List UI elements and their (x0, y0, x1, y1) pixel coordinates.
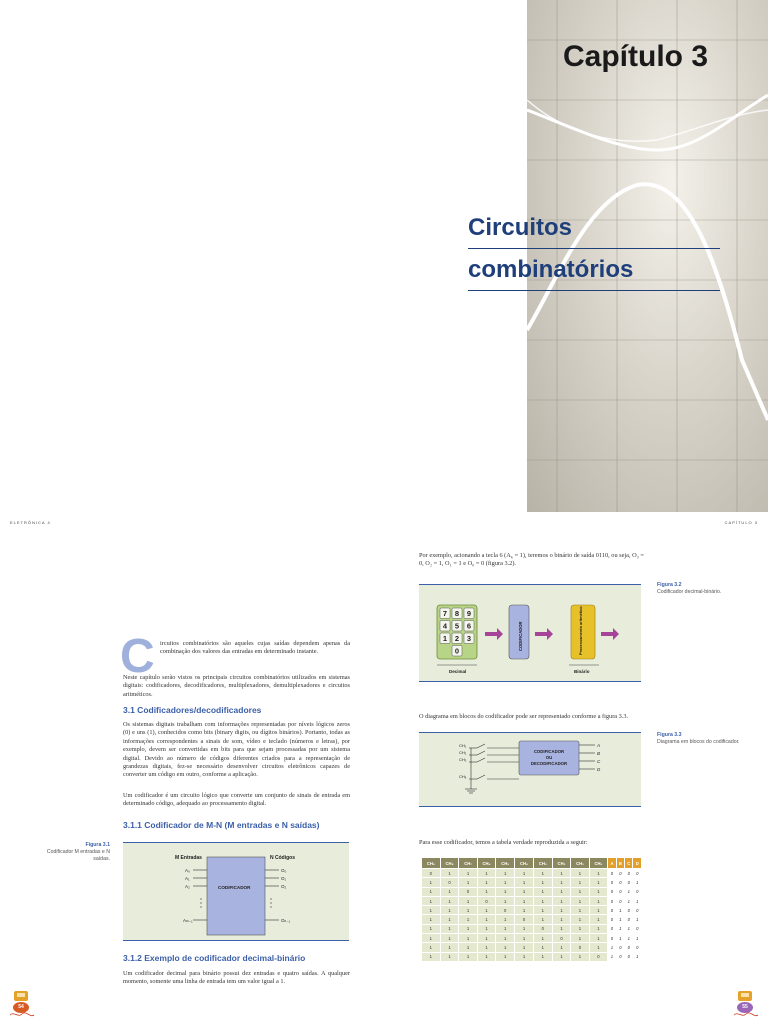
keypad-key-label: 3 (466, 634, 472, 643)
table-cell: 1 (440, 906, 459, 915)
drop-cap: C (120, 630, 155, 683)
table-row (422, 878, 642, 887)
keypad-key-label: 7 (442, 609, 448, 618)
section-3-1-1-heading: 3.1.1 Codificador de M-N (M entradas e N saídas) (123, 820, 320, 830)
table-cell: 0 (616, 896, 624, 905)
table-cell: 0 (625, 915, 633, 924)
keypad-key-label: 1 (442, 634, 448, 643)
truth-table-body (422, 869, 642, 962)
table-cell: 1 (422, 915, 441, 924)
table-cell: 1 (440, 934, 459, 943)
figure-3-2-caption-text: Codificador decimal-binário. (657, 589, 722, 595)
table-cell: 1 (496, 878, 515, 887)
table-cell: 1 (571, 934, 589, 943)
table-row (422, 943, 642, 952)
n-codes-header: N Códigos (270, 855, 295, 861)
table-cell: 0 (515, 915, 534, 924)
truth-table-header-cell: D (633, 858, 642, 869)
figure-3-2 (419, 584, 641, 682)
table-cell: 1 (477, 906, 496, 915)
table-cell: 1 (589, 878, 608, 887)
encoder-block (207, 857, 265, 935)
table-cell: 0 (625, 952, 633, 961)
table-cell: 1 (515, 934, 534, 943)
output-b: B (597, 751, 601, 756)
table-cell: 1 (625, 887, 633, 896)
page-number-right: 55 (737, 1002, 753, 1013)
table-cell: 1 (589, 906, 608, 915)
running-header-left: ELETRÔNICA 4 (10, 520, 51, 525)
page-number-badge-right (732, 989, 760, 1019)
table-cell: 1 (422, 924, 441, 933)
block-diagram-paragraph: O diagrama em blocos do codificador pode ser representado conforme a figura 3.3. (419, 713, 629, 720)
key-example-paragraph: Por exemplo, acionando a tecla 6 (A₆ = 1), teremos o binário de saída 0110, ou seja, O₃ = 0, O₂ = 1, O₁ = 1 e O₀ = 0 (figura 3.2). (419, 552, 644, 568)
table-cell: 0 (608, 869, 616, 878)
table-cell: 1 (440, 887, 459, 896)
keypad-key-label: 8 (454, 609, 460, 618)
table-cell: 0 (633, 869, 642, 878)
truth-table-header-cell: CH₈ (440, 858, 459, 869)
table-row (422, 915, 642, 924)
encoder-decoder-line1: CODIFICADOR (533, 749, 565, 754)
table-cell: 0 (616, 952, 624, 961)
table-cell: 0 (440, 878, 459, 887)
table-cell: 1 (552, 869, 571, 878)
table-cell: 1 (552, 915, 571, 924)
table-cell: 1 (589, 887, 608, 896)
section-3-1-2-paragraph: Um codificador decimal para binário possui dez entradas e quatro saídas. A qualquer momento, somente uma linha de entrada tem um valor igual a 1. (123, 970, 350, 986)
table-cell: 1 (515, 943, 534, 952)
table-cell: 0 (608, 887, 616, 896)
output-o1: O₁ (281, 876, 287, 881)
table-cell: 1 (633, 915, 642, 924)
table-cell: 1 (533, 887, 552, 896)
table-cell: 0 (496, 906, 515, 915)
truth-table-header-cell: CH₃ (533, 858, 552, 869)
input-ch1: CH₁ (459, 743, 467, 748)
truth-table-header-cell: CH₇ (459, 858, 477, 869)
page-number-badge-left (8, 989, 36, 1019)
truth-table-header-cell: CH₂ (552, 858, 571, 869)
table-cell: 1 (533, 952, 552, 961)
figure-3-1-label: Figura 3.1 (85, 842, 110, 848)
table-cell: 1 (533, 896, 552, 905)
table-cell: 1 (422, 906, 441, 915)
table-cell: 1 (477, 869, 496, 878)
table-cell: 1 (515, 896, 534, 905)
table-cell: 1 (459, 934, 477, 943)
table-cell: 1 (422, 896, 441, 905)
table-cell: 1 (477, 934, 496, 943)
table-cell: 1 (589, 896, 608, 905)
keypad-key-label: 4 (442, 621, 448, 631)
table-cell: 1 (533, 906, 552, 915)
table-cell: 1 (477, 878, 496, 887)
encoder-block-label: CODIFICADOR (218, 885, 251, 890)
truth-table-header-cell: CH₄ (515, 858, 534, 869)
table-cell: 0 (608, 896, 616, 905)
decimal-label: Decimal (449, 669, 467, 674)
table-cell: 0 (477, 896, 496, 905)
table-cell: 1 (477, 915, 496, 924)
table-cell: 1 (459, 869, 477, 878)
table-cell: 0 (533, 924, 552, 933)
table-cell: 1 (625, 896, 633, 905)
intro-paragraph-rest: Neste capítulo serão vistos os principais circuitos combinatórios utilizados em sistemas digitais: codificadores, decodificadores, multiplexadores, demultiplexadores e circuitos aritméticos. (123, 674, 350, 698)
table-cell: 0 (422, 869, 441, 878)
table-row (422, 906, 642, 915)
processing-block-label: Processamento aritmético (578, 606, 583, 655)
table-cell: 0 (633, 943, 642, 952)
table-cell: 1 (515, 906, 534, 915)
table-cell: 1 (422, 943, 441, 952)
truth-table-header-cell: C (625, 858, 633, 869)
truth-table (421, 857, 642, 962)
table-cell: 0 (608, 915, 616, 924)
chapter-title-line1: Circuitos (468, 214, 720, 249)
table-cell: 0 (633, 906, 642, 915)
table-cell: 1 (440, 869, 459, 878)
table-cell: 1 (571, 952, 589, 961)
table-cell: 0 (608, 924, 616, 933)
truth-table-header-cell: CH₅ (496, 858, 515, 869)
table-cell: 0 (616, 878, 624, 887)
table-cell: 1 (459, 943, 477, 952)
figure-3-1 (123, 842, 349, 941)
keypad-key-label: 9 (466, 609, 472, 618)
table-cell: 0 (459, 887, 477, 896)
table-cell: 0 (616, 869, 624, 878)
table-cell: 1 (552, 924, 571, 933)
table-row (422, 924, 642, 933)
table-cell: 1 (459, 915, 477, 924)
section-3-1-paragraph: Os sistemas digitais trabalham com informações representadas por níveis lógicos zeros (0) e uns (1), conhecidos como bits (binary digits, ou dígitos binários). Portanto, todas as informações correspondentes a sinais de som, vídeo e teclado (números e letras), por exemplo, devem ser convertidas em bits para que sejam processadas por um sistema digital. Devido ao número de códigos diferentes criados para a representação de grandezas digitais, fez-se necessário desenvolver circuitos eletrônicos capazes de converter um código em outro, conforme a aplicação. (123, 721, 350, 779)
figure-3-3 (419, 732, 641, 807)
keypad-key-label: 5 (454, 621, 460, 631)
table-cell: 1 (496, 915, 515, 924)
table-cell: 1 (533, 869, 552, 878)
table-cell: 1 (616, 915, 624, 924)
figure-3-3-label: Figura 3.3 (657, 732, 682, 738)
page-number-left: 54 (13, 1002, 29, 1013)
table-cell: 1 (552, 878, 571, 887)
truth-table-header-cell: A (608, 858, 616, 869)
truth-table-header-cell: CH₉ (422, 858, 441, 869)
table-cell: 1 (608, 952, 616, 961)
intro-paragraph-start: ircuitos combinatórios são aqueles cujas saídas dependem apenas da combinação dos valores das entradas em determinado instante. (160, 640, 350, 656)
figure-3-3-caption-text: Diagrama em blocos do codificador. (657, 739, 740, 745)
table-cell: 1 (616, 906, 624, 915)
figure-3-2-label: Figura 3.2 (657, 582, 682, 588)
table-cell: 0 (571, 943, 589, 952)
table-cell: 0 (625, 869, 633, 878)
table-cell: 1 (571, 915, 589, 924)
output-a: A (597, 743, 601, 748)
table-cell: 1 (496, 924, 515, 933)
output-o2: O₂ (281, 884, 287, 889)
table-cell: 1 (625, 924, 633, 933)
table-cell: 1 (440, 915, 459, 924)
table-cell: 1 (440, 952, 459, 961)
table-cell: 1 (440, 896, 459, 905)
table-cell: 1 (633, 896, 642, 905)
table-cell: 1 (608, 943, 616, 952)
table-cell: 1 (440, 924, 459, 933)
table-cell: 1 (459, 906, 477, 915)
figure-3-2-caption (657, 582, 747, 596)
figure-3-3-caption (657, 732, 747, 746)
encoder-block-diagram (419, 733, 641, 808)
truth-table-header-cell: B (616, 858, 624, 869)
table-row (422, 869, 642, 878)
table-cell: 1 (633, 878, 642, 887)
output-o0: O₀ (281, 868, 287, 873)
chapter-title-line2: combinatórios (468, 256, 720, 291)
table-cell: 1 (477, 952, 496, 961)
table-cell: 1 (571, 906, 589, 915)
encoder-decoder-line2: OU (545, 755, 553, 760)
table-cell: 1 (515, 952, 534, 961)
table-cell: 1 (571, 878, 589, 887)
table-row (422, 952, 642, 961)
encoder-definition-paragraph: Um codificador é um circuito lógico que converte um conjunto de sinais de entrada em determinado código, adequado ao processamento digital. (123, 792, 350, 808)
table-cell: 0 (625, 906, 633, 915)
input-a1: A₁ (185, 876, 190, 881)
table-cell: 1 (496, 952, 515, 961)
table-cell: 1 (459, 896, 477, 905)
output-d: D (597, 767, 601, 772)
keypad-key-label: 6 (466, 621, 472, 631)
table-cell: 0 (552, 934, 571, 943)
truth-table-header (422, 858, 642, 869)
table-cell: 1 (571, 869, 589, 878)
table-cell: 1 (633, 952, 642, 961)
input-ch3: CH₃ (459, 757, 467, 762)
section-3-1-2-heading: 3.1.2 Exemplo de codificador decimal-binário (123, 953, 306, 963)
table-cell: 1 (571, 887, 589, 896)
truth-table-header-cell: CH₀ (589, 858, 608, 869)
table-cell: 1 (515, 869, 534, 878)
encoder-decoder-line3: DECODIFICADOR (530, 761, 568, 766)
table-cell: 0 (616, 943, 624, 952)
table-cell: 1 (459, 924, 477, 933)
input-am-1: Aₘ₋₁ (183, 918, 193, 923)
table-cell: 1 (440, 943, 459, 952)
table-cell: 1 (515, 924, 534, 933)
table-cell: 1 (422, 878, 441, 887)
table-cell: 1 (552, 896, 571, 905)
table-cell: 0 (608, 906, 616, 915)
input-a2: A₂ (185, 884, 190, 889)
m-inputs-header: M Entradas (175, 855, 202, 861)
book-spread (0, 512, 768, 1024)
table-row (422, 934, 642, 943)
table-cell: 1 (533, 934, 552, 943)
table-cell: 1 (533, 943, 552, 952)
chapter-number: Capítulo 3 (563, 40, 709, 73)
table-cell: 1 (496, 934, 515, 943)
truth-table-header-cell: CH₆ (477, 858, 496, 869)
table-cell: 1 (533, 915, 552, 924)
table-cell: 0 (616, 887, 624, 896)
truth-table-intro: Para esse codificador, temos a tabela verdade reproduzida a seguir: (419, 839, 588, 846)
output-on-1: Oₙ₋₁ (281, 918, 291, 923)
arrow-right-icon (535, 628, 553, 640)
encoder-block-fig32-label: CODIFICADOR (518, 621, 523, 651)
table-cell: 1 (589, 924, 608, 933)
table-cell: 1 (571, 896, 589, 905)
table-cell: 1 (422, 887, 441, 896)
table-cell: 1 (496, 943, 515, 952)
table-cell: 1 (589, 869, 608, 878)
table-cell: 1 (459, 952, 477, 961)
table-cell: 1 (477, 887, 496, 896)
table-cell: 1 (422, 934, 441, 943)
table-cell: 1 (571, 924, 589, 933)
processing-block (571, 605, 595, 659)
table-cell: 1 (589, 934, 608, 943)
encoder-mn-diagram (123, 843, 349, 942)
running-header-right: CAPÍTULO 3 (724, 520, 758, 525)
input-ch2: CH₂ (459, 750, 467, 755)
table-cell: 1 (515, 878, 534, 887)
table-row (422, 896, 642, 905)
table-cell: 1 (422, 952, 441, 961)
arrow-right-icon (601, 628, 619, 640)
table-cell: 0 (625, 943, 633, 952)
table-cell: 0 (608, 878, 616, 887)
table-cell: 1 (589, 943, 608, 952)
table-cell: 1 (552, 952, 571, 961)
table-cell: 0 (633, 924, 642, 933)
figure-3-1-caption (40, 842, 110, 863)
table-cell: 1 (589, 915, 608, 924)
figure-3-1-caption-text: Codificador M entradas e N saídas. (46, 849, 110, 862)
table-cell: 0 (633, 887, 642, 896)
table-cell: 1 (552, 906, 571, 915)
table-cell: 1 (459, 878, 477, 887)
table-cell: 0 (589, 952, 608, 961)
keypad-key-label: 2 (454, 634, 460, 643)
decimal-binary-diagram (419, 585, 641, 683)
table-cell: 1 (616, 924, 624, 933)
table-cell: 1 (533, 878, 552, 887)
table-cell: 1 (496, 896, 515, 905)
binary-label: Binário (574, 669, 590, 674)
table-row (422, 887, 642, 896)
table-cell: 1 (477, 943, 496, 952)
table-cell: 1 (552, 887, 571, 896)
table-cell: 1 (496, 869, 515, 878)
table-cell: 1 (496, 887, 515, 896)
table-cell: 1 (625, 934, 633, 943)
table-cell: 1 (616, 934, 624, 943)
arrow-right-icon (485, 628, 503, 640)
input-a0: A₀ (185, 868, 190, 873)
table-cell: 1 (633, 934, 642, 943)
table-cell: 1 (552, 943, 571, 952)
section-3-1-heading: 3.1 Codificadores/decodificadores (123, 705, 262, 715)
truth-table-header-cell: CH₁ (571, 858, 589, 869)
table-cell: 0 (625, 878, 633, 887)
table-cell: 0 (608, 934, 616, 943)
output-c: C (597, 759, 601, 764)
table-cell: 1 (477, 924, 496, 933)
input-ch9: CH₉ (459, 774, 467, 779)
keypad-key-label: 0 (454, 646, 460, 656)
table-cell: 1 (515, 887, 534, 896)
